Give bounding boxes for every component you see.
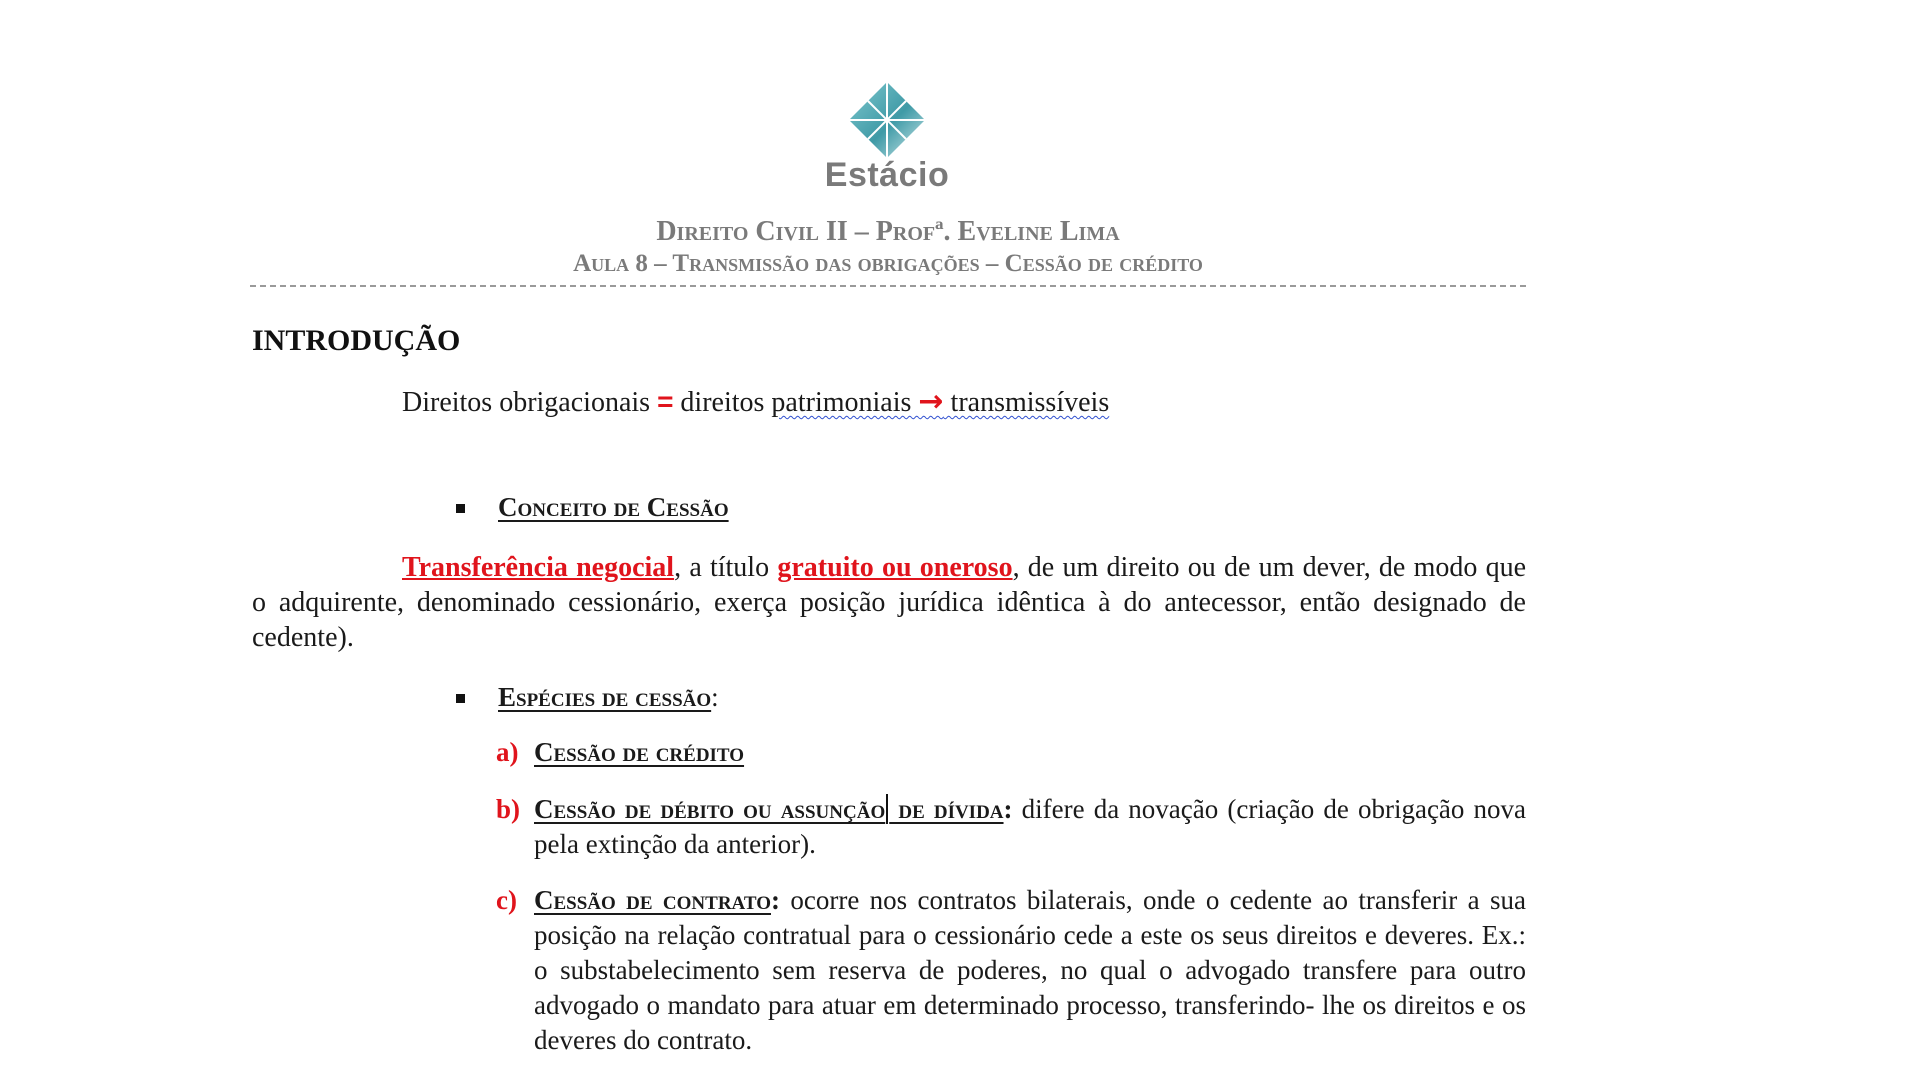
list-item-a <box>496 735 1526 770</box>
header-divider <box>250 285 1526 287</box>
list-text: difere da novação (criação de obrigação nova pela extinção da anterior). <box>534 794 1527 859</box>
logo-wordmark: Estácio <box>824 156 950 194</box>
list-item-b <box>496 792 1527 862</box>
list-letter: b) <box>496 794 521 824</box>
intro-line <box>402 384 1109 419</box>
list-item-c <box>496 883 1526 1058</box>
especies-colon: : <box>711 682 719 712</box>
right-arrow-icon: → <box>918 384 944 419</box>
list-term: Cessão de crédito <box>534 737 745 767</box>
lesson-header: Aula 8 – Transmissão das obrigações – Cessão de crédito <box>573 250 1203 277</box>
list-text: ocorre nos contratos bilaterais, onde o cedente ao transferir a sua posição na relação contratual para o cessionário cede a este os seus direitos e deveres. Ex.: o substabelecimento sem reserva de poderes, no qual o advogado transfere para outro advogado o mandato para atuar em determinado processo, transferindo- lhe os direitos e os deveres do contrato. <box>534 885 1526 1055</box>
intro-text-1: Direitos obrigacionais <box>402 387 658 418</box>
intro-text-2: direitos <box>673 387 772 418</box>
text-cursor <box>886 794 888 824</box>
course-header: Direito Civil II – Profª. Eveline Lima <box>656 216 1120 247</box>
diamond-logo-icon <box>847 80 927 160</box>
term-gratuito: gratuito ou oneroso <box>777 552 1013 583</box>
list-term: Cessão de débito ou assunção de dívida <box>534 794 1004 824</box>
estacio-logo <box>812 80 962 195</box>
intro-text-3: patrimoniais → transmissíveis <box>771 384 1110 419</box>
list-colon: : <box>1003 794 1013 824</box>
equals-sign: = <box>657 386 674 417</box>
intro-heading: INTRODUÇÃO <box>252 324 461 357</box>
list-letter: a) <box>496 737 519 767</box>
especies-heading <box>498 682 719 713</box>
list-term: Cessão de contrato <box>534 885 771 915</box>
conceito-heading: Conceito de Cessão <box>498 492 729 522</box>
para-text-2: , de um direito ou de um dever, de modo que o adquirente, denominado cessionário, exerça posição jurídica idêntica à do antecessor, então designado de cedente). <box>252 552 1526 653</box>
especies-heading-text: Espécies de cessão <box>498 682 712 712</box>
para-text-1: , a título <box>674 552 778 583</box>
term-transferencia: Transferência negocial <box>402 552 675 583</box>
list-letter: c) <box>496 885 517 915</box>
list-colon: : <box>770 885 780 915</box>
intro-text-4: transmissíveis <box>950 387 1110 418</box>
conceito-paragraph <box>252 550 1526 655</box>
